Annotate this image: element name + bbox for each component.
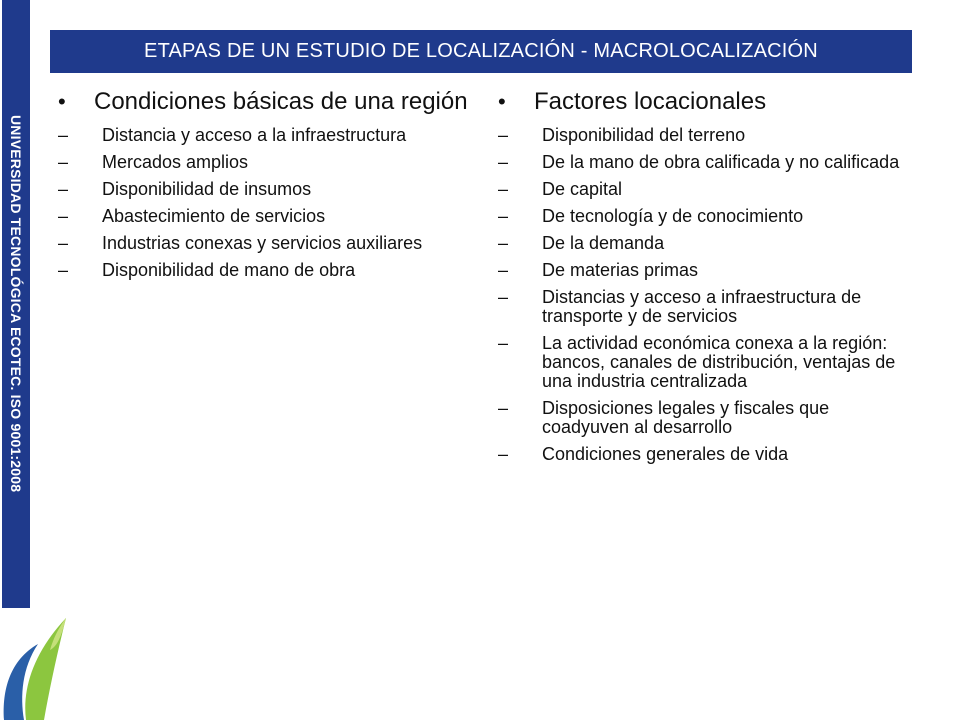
dash: – bbox=[58, 233, 69, 253]
list-item bbox=[58, 126, 468, 145]
dash: – bbox=[498, 233, 509, 253]
list-item-text: Mercados amplios bbox=[102, 152, 249, 172]
dash: – bbox=[58, 260, 69, 280]
list-item-text: Disposiciones legales y fiscales que coadyuven al desarrollo bbox=[542, 398, 830, 437]
page-title: ETAPAS DE UN ESTUDIO DE LOCALIZACIÓN - MACROLOCALIZACIÓN bbox=[144, 40, 818, 62]
side-banner bbox=[2, 0, 30, 608]
list-item-text: De tecnología y de conocimiento bbox=[542, 206, 804, 226]
dash: – bbox=[498, 260, 509, 280]
list-item-text: Industrias conexas y servicios auxiliares bbox=[102, 233, 423, 253]
dash: – bbox=[58, 125, 69, 145]
left-column bbox=[58, 90, 468, 288]
list-item bbox=[498, 207, 918, 226]
list-item bbox=[498, 399, 918, 437]
list-item bbox=[58, 153, 468, 172]
list-item-text: Abastecimiento de servicios bbox=[102, 206, 326, 226]
title-bar bbox=[50, 30, 912, 73]
list-item bbox=[498, 334, 918, 391]
list-item-text: Disponibilidad de mano de obra bbox=[102, 260, 356, 280]
dash: – bbox=[498, 179, 509, 199]
list-item bbox=[58, 180, 468, 199]
dash: – bbox=[498, 333, 509, 353]
list-item-text: De materias primas bbox=[542, 260, 699, 280]
list-item bbox=[58, 234, 468, 253]
list-item-text: La actividad económica conexa a la región: bancos, canales de distribución, ventajas de una industria centralizada bbox=[542, 333, 896, 391]
side-banner-text: UNIVERSIDAD TECNOLÓGICA ECOTEC. ISO 9001:2008 bbox=[8, 115, 24, 493]
list-item-text: De la demanda bbox=[542, 233, 665, 253]
list-item bbox=[498, 234, 918, 253]
list-item bbox=[58, 261, 468, 280]
dash: – bbox=[498, 398, 509, 418]
dash: – bbox=[58, 152, 69, 172]
list-item bbox=[498, 126, 918, 145]
list-item bbox=[498, 180, 918, 199]
right-heading bbox=[498, 90, 918, 114]
dash: – bbox=[498, 444, 509, 464]
list-item-text: Distancias y acceso a infraestructura de transporte y de servicios bbox=[542, 287, 862, 326]
list-item-text: Distancia y acceso a la infraestructura bbox=[102, 125, 407, 145]
list-item-text: Condiciones generales de vida bbox=[542, 444, 789, 464]
dash: – bbox=[498, 287, 509, 307]
list-item-text: Disponibilidad del terreno bbox=[542, 125, 746, 145]
list-item-text: De la mano de obra calificada y no calificada bbox=[542, 152, 900, 172]
list-item-text: Disponibilidad de insumos bbox=[102, 179, 312, 199]
list-item-text: De capital bbox=[542, 179, 623, 199]
bullet: • bbox=[498, 89, 506, 114]
left-heading bbox=[58, 90, 468, 114]
list-item bbox=[498, 153, 918, 172]
dash: – bbox=[58, 179, 69, 199]
list-item bbox=[498, 288, 918, 326]
right-column bbox=[498, 90, 918, 472]
dash: – bbox=[498, 125, 509, 145]
left-list bbox=[58, 126, 468, 280]
list-item bbox=[58, 207, 468, 226]
right-heading-text: Factores locacionales bbox=[534, 88, 767, 115]
bullet: • bbox=[58, 89, 66, 114]
dash: – bbox=[498, 152, 509, 172]
dash: – bbox=[58, 206, 69, 226]
left-heading-text: Condiciones básicas de una región bbox=[94, 88, 468, 115]
list-item bbox=[498, 261, 918, 280]
dash: – bbox=[498, 206, 509, 226]
right-list bbox=[498, 126, 918, 464]
leaf-icon bbox=[0, 610, 72, 720]
list-item bbox=[498, 445, 918, 464]
